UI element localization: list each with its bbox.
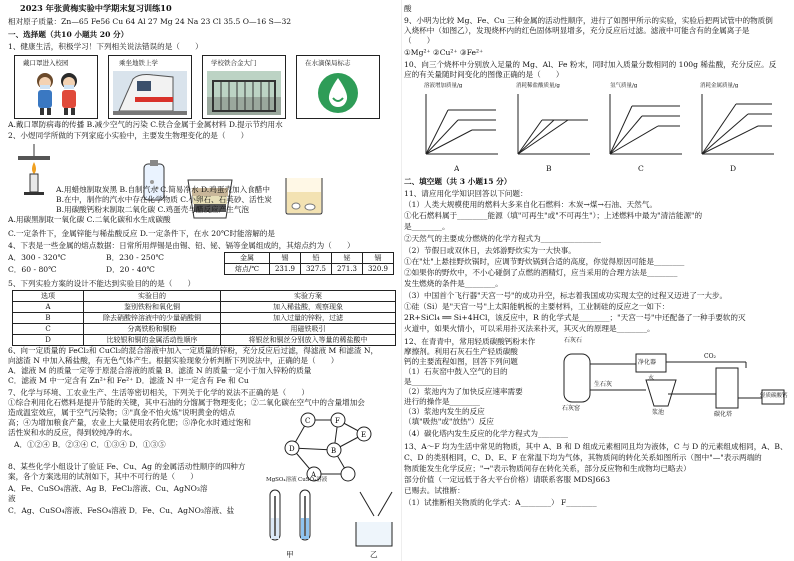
- q1-picture-d-caption: 在水滴保局标志: [305, 59, 351, 67]
- section-2-heading: 二、填空题（共 3 小题15 分）: [404, 177, 512, 186]
- q11-line-5: （2）节假日或双休日，去郊游野炊实为一大快事。: [404, 246, 576, 255]
- flow-label-carbonation-tower: 碳化塔: [714, 411, 733, 418]
- tube-label-cuso4: CuSO₄溶液: [298, 477, 328, 483]
- table-cell: 320.9: [363, 264, 394, 275]
- right-column: [404, 0, 790, 561]
- table-row: [13, 313, 396, 324]
- figure-label-yi: 乙: [370, 550, 378, 559]
- table-cell: 327.5: [301, 264, 332, 275]
- graph-a-label: A: [454, 164, 460, 173]
- q11-line-8: 发生燃烧的条件是________。: [404, 279, 503, 288]
- left-column: [8, 0, 400, 561]
- q6-option-cd: C．滤液 M 中一定含有 Zn²⁺和 Fe²⁺ D．滤渣 N 中一定含有 Fe 和 Cu: [8, 376, 249, 385]
- graph-b-ylabel: 消耗稀盐酸质量/g: [516, 83, 560, 89]
- table-cell: 用磁铁吸引: [221, 324, 396, 335]
- table-cell: 实验目的: [84, 291, 221, 302]
- flow-label-water: 水: [648, 375, 655, 382]
- flow-label-quicklime: 生石灰: [594, 381, 613, 388]
- table-cell: D: [13, 335, 84, 346]
- q8-option-cd: C．Ag、CuSO₄溶液、FeSO₄溶液 D．Fe、Cu、AgNO₃溶液、盐: [8, 506, 235, 515]
- table-cell: 除去硝酸锌溶液中的少量硝酸铜: [84, 313, 221, 324]
- q11-line-2: ①化石燃料属于________能源（填"可再生"或"不可再生"）；上述燃料中最为"清洁能源"的: [404, 211, 703, 220]
- q4-stem: 4、下表是一些金属的熔点数据：日常所用焊锡是由锡、铅、铋、镉等金属组成的，其熔点约为（ ）: [8, 241, 355, 250]
- table-row: [13, 335, 396, 346]
- table-row: [13, 291, 396, 302]
- q9-options: ①Mg²⁺ ②Cu²⁺ ③Fe²⁺: [404, 48, 484, 57]
- table-cell: 金属: [225, 253, 270, 264]
- q9-line-2: 入烧杯中（如图乙），发现烧杯内的红色固体明显增多，充分反应后过滤。滤液中可能含有的金属离子是: [404, 26, 750, 35]
- melting-point-table: [224, 252, 394, 275]
- q12-line-1: 12、在青青中，常用轻质碳酸钙粉末作: [404, 337, 536, 346]
- q13-line-3: 物质能发生化学反应；"→"表示物质间存在转化关系，部分反应物和生成物均已略去）: [404, 464, 691, 473]
- diagram-node: F: [335, 417, 340, 425]
- flow-label-slurry-tank: 浆池: [652, 409, 665, 416]
- q2-line-2: B.在中，制作的汽水中存在化学物质 C.小卵石、石英砂、活性炭: [56, 195, 272, 204]
- flow-label-co2: CO₂: [704, 353, 716, 360]
- graph-a: [426, 94, 498, 154]
- table-cell: 锡: [270, 253, 301, 264]
- table-cell: 将银丝和铜丝分别放入等量的稀盐酸中: [221, 335, 396, 346]
- q7-line-3: 高；④为增加粮食产量，农业上大量使用农药化肥；⑤净化水时通过饱和: [8, 418, 251, 427]
- table-cell: 熔点/℃: [225, 264, 270, 275]
- q11-line-11: 2R+SiCl₄ ══ Si+4HCl，该反应中，R 的化学式是________；"天宫一号"中还配备了一种手要软的灭: [404, 313, 746, 322]
- q11-line-10: ①硅（Si）是"天宫一号"上太阳能帆板的主要材料，工业制硅的反应之一如下：: [404, 302, 670, 311]
- q1-picture-a: [14, 55, 98, 119]
- graph-c-label: C: [638, 164, 644, 173]
- q1-picture-c-caption: 学校铁合金大门: [211, 59, 257, 67]
- eggshell-beaker: [280, 176, 328, 216]
- flow-label-kiln: 石灰窑: [562, 405, 581, 412]
- q4-option-b: B．230 - 250℃: [106, 253, 165, 262]
- q7-options: A．①②④ B．②③④ C．①③④ D．①③⑤: [14, 440, 166, 449]
- q4-option-a: A．300 - 320℃: [8, 253, 66, 262]
- diagram-node: D: [289, 445, 295, 453]
- q10-line-2: 应的有关量随时间变化的图像正确的是（ ）: [404, 70, 564, 79]
- graph-d: [702, 94, 774, 154]
- q13-line-1: 13、A～F 均为生活中常见的物质，其中 A、B 和 D 组成元素相同且均为液体，C 与 D 的元素组成相同，A、B、: [404, 442, 788, 451]
- table-cell: 铋: [332, 253, 363, 264]
- table-cell: 比较银和铜的金属活动性顺序: [84, 335, 221, 346]
- q12-line-2: 摩擦剂。利用石灰石生产轻质碳酸: [404, 347, 518, 356]
- q13-line-5: 已赐去。试推断：: [404, 486, 465, 495]
- q2-line-1: A.用蜡烛制取炭黑 B.自制汽水 C.简易净水 D.鸡蛋壳加入食醋中: [56, 185, 270, 194]
- q11-line-9: （3）中国首个飞行器"天宫一号"的成功升空，标志着我国成功实现太空的过程又迈进了一大步。: [404, 291, 728, 300]
- q12-line-10: （4）碳化塔内发生反应的化学方程式为________: [404, 429, 569, 438]
- q8-line-2: 案，各个方案选用的试剂如下，其中不可行的是（ ）: [8, 472, 198, 481]
- q11-line-1: （1）人类大规模使用的燃料大多来自化石燃料：木炭→煤→石油、天然气。: [404, 200, 657, 209]
- q6-line-2: 向滤渣 N 中加入稀盐酸，有无色气体产生。根据实验现象分析判断下列说法中，正确的是（ ）: [8, 356, 339, 365]
- flow-label-limestone: 石灰石: [564, 337, 583, 344]
- q1-picture-a-caption: 戴口罩进入校园: [23, 59, 69, 67]
- diagram-node: E: [361, 431, 367, 439]
- graph-d-ylabel: 消耗金属质量/g: [700, 83, 739, 89]
- substance-relation-diagram: [278, 404, 396, 484]
- q4-option-c: C．60 - 80℃: [8, 265, 57, 274]
- graph-a-ylabel: 溶液增加质量/g: [424, 83, 463, 89]
- atomic-masses: 相对原子质量：Zn—65 Fe56 Cu 64 Al 27 Mg 24 Na 23 Cl 35.5 O—16 S—32: [8, 17, 292, 26]
- school-gate-illustration: [207, 71, 281, 115]
- flow-label-purifier: 净化器: [638, 359, 657, 366]
- q10-graphs: [418, 90, 790, 162]
- flow-label-product: 轻质碳酸钙: [760, 393, 788, 399]
- figure-label-jia: 甲: [286, 550, 294, 559]
- melting-point-header: [225, 253, 394, 264]
- table-cell: C: [13, 324, 84, 335]
- diagram-node: A: [311, 471, 317, 479]
- subway-train-illustration: [113, 71, 187, 115]
- q11-line-4: ②天然气的主要成分燃烧的化学方程式为________________: [404, 234, 602, 243]
- q12-line-3: 钙的主要流程如图，回答下列问题: [404, 357, 518, 366]
- table-cell: 鉴别铁粉和氧化铜: [84, 302, 221, 313]
- table-row: [13, 302, 396, 313]
- q8-option-b-cont: 液: [8, 494, 16, 503]
- table-cell: 231.9: [270, 264, 301, 275]
- graph-c-ylabel: 氢气质量/g: [610, 83, 638, 89]
- graph-b: [518, 94, 590, 154]
- q11-line-12: 火道中，如果火情小，可以采用扑灭法来扑灭，其灭火的原理是________。: [404, 324, 655, 333]
- q2-line-5: C.一定条件下，金属锌能与稀盐酸反应 D.一定条件下，在水 20℃时能溶解的是: [8, 229, 275, 238]
- q11-line-7: ②如果你的野炊中，不小心碰倒了点燃的酒精灯，应当采用的合理方法是________: [404, 268, 678, 277]
- q1-options: A.戴口罩防病毒的传播 B.减少空气的污染 C.铁合金属于金属材料 D.提示节约用水: [8, 120, 283, 129]
- q13-line-2: C、D 的类别相同，C、D、E、F 在常温下均为气体，其物质间的转化关系如图所示（图中"—"表示两端的: [404, 453, 762, 462]
- graph-c: [610, 94, 682, 154]
- table-cell: 实验方案: [221, 291, 396, 302]
- q5-stem: 5、下列实验方案的设计不能达到实验目的的是（ ）: [8, 279, 196, 288]
- experiment-design-table: [12, 290, 396, 346]
- table-cell: 铅: [301, 253, 332, 264]
- q8-stem: 8、某些化学小组设计了验证 Fe、Cu、Ag 的金属活动性顺序的四种方: [8, 462, 246, 471]
- graph-b-label: B: [546, 164, 552, 173]
- q8-option-ab: A．Fe、CuSO₄溶液、Ag B．FeCl₂溶液、Cu、AgNO₃溶: [8, 484, 208, 493]
- table-cell: 选项: [13, 291, 84, 302]
- q12-line-4: （1）石灰窑中鼓入空气的目的: [404, 367, 508, 376]
- q12-line-5: 是________: [404, 377, 442, 386]
- candle-soot-apparatus: [14, 142, 54, 198]
- table-cell: 271.3: [332, 264, 363, 275]
- q11-stem: 11、请应用化学知识回答以下问题：: [404, 189, 528, 198]
- table-cell: 加入过量的锌粉，过滤: [221, 313, 396, 324]
- q11-line-6: ①在"灶"上悬挂野炊锅时，应调节野炊锅到合适的高度，你觉得原因可能是________: [404, 257, 685, 266]
- q7-stem: 7、化学与环境、工农业生产、生活等密切相关，下列关于化学的说法不正确的是（ ）: [8, 388, 309, 397]
- q13-line-6: （1）试推断相关物质的化学式：A________） F________: [404, 498, 597, 507]
- q1-stem: 1、健康生活，积极学习！下列相关说法错误的是（ ）: [8, 42, 203, 51]
- q12-line-7: 进行的操作是________: [404, 397, 480, 406]
- q1-picture-b-caption: 乘坐地铁上学: [119, 59, 158, 67]
- q2-line-3: B.用碳酸钙粉末制取二氧化碳 C.鸡蛋壳与醋反应产生气泡: [56, 205, 250, 214]
- table-cell: B: [13, 313, 84, 324]
- q13-line-4: 部分价值（一定远低于各大平台价格）请联系客服 MDSJ663: [404, 475, 611, 484]
- table-cell: 加入稀盐酸，观察现象: [221, 302, 396, 313]
- q1-picture-c: [202, 55, 286, 119]
- students-mask-illustration: [29, 70, 85, 116]
- q2-line-4: A.用碳黑制取一氧化碳 C.二氧化碳和水生成碳酸: [8, 215, 171, 224]
- q4-option-d: D．20 - 40℃: [106, 265, 155, 274]
- q9-line-1: 9、小明为比较 Mg、Fe、Cu 三种金属的活动性顺序，进行了如图甲所示的实验，实验后把两试管中的物质倒: [404, 16, 773, 25]
- q12-line-9: （填"吸热"或"放热"）反应: [404, 417, 494, 426]
- column-separator: [401, 0, 402, 561]
- diagram-node: C: [305, 417, 311, 425]
- process-flow-diagram: [556, 334, 788, 424]
- table-cell: 分离铁粉和铜粉: [84, 324, 221, 335]
- q1-picture-b: [108, 55, 192, 119]
- graph-d-label: D: [730, 164, 737, 173]
- q1-picture-d: [296, 55, 380, 119]
- q9-line-3: （ ）: [404, 36, 435, 45]
- q7-line-1: ①综合利用化石燃料是提升节能的关键，其中石油的分馏属于物理变化；②二氧化碳在空气中的含量增加会: [8, 398, 365, 407]
- q6-option-ab: A．滤液 M 的质量一定等于原混合溶液的质量 B．滤渣 N 的质量一定小于加入锌粉的质量: [8, 366, 312, 375]
- table-cell: A: [13, 302, 84, 313]
- q6-stem: 6、向一定质量的 FeCl₂和 CuCl₂的混合溶液中加入一定质量的锌粉，充分反应后过滤，得滤液 M 和滤渣 N，: [8, 346, 379, 355]
- melting-point-values: [225, 264, 394, 275]
- q2-stem: 2、小煜同学所做的下列家庭小实验中，主要发生物理变化的是（ ）: [8, 131, 249, 140]
- section-1-heading: 一、选择题（共10 小题共 20 分）: [8, 30, 129, 39]
- q12-line-8: （3）浆池内发生的反应: [404, 407, 485, 416]
- test-tube-apparatus: [266, 488, 396, 550]
- table-cell: 镉: [363, 253, 394, 264]
- table-row: [13, 324, 396, 335]
- q12-line-6: （2）浆池内为了加快反应速率需要: [404, 387, 523, 396]
- q7-line-4: 活性炭和水的反应，得到较纯净的水。: [8, 428, 138, 437]
- q10-line-1: 10、向三个烧杯中分别放入足量的 Mg、Al、Fe 粉末，同时加入质量分数相同的 100g 稀盐酸，充分反应。反: [404, 60, 777, 69]
- diagram-node: B: [331, 447, 337, 455]
- q8-continuation: 酸: [404, 4, 412, 13]
- tube-label-mgso4: MgSO₄溶液: [266, 477, 297, 483]
- water-saving-icon: [313, 70, 363, 116]
- q11-line-3: 是________。: [404, 222, 450, 231]
- q7-line-2: 造成温室效应，属于空气污染物；③"真金不怕火炼"说明黄金的熔点: [8, 408, 236, 417]
- exam-title: 2023 年张黄梅实验中学期末复习训练10: [20, 4, 172, 13]
